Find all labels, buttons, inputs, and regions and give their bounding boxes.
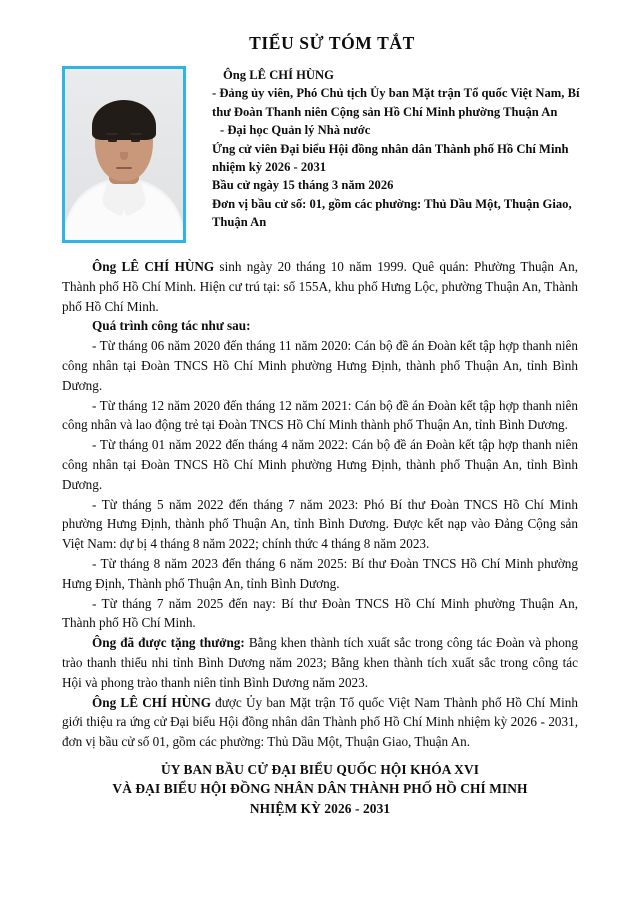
biography-intro-text: sinh ngày 20 tháng 10 năm 1999. Quê quán: Phường Thuận An, Thành phố Hồ Chí Minh. Hiện cư trú tại: số 155A, khu phố Hưng Lộc, phường Thuận An, Thành phố Hồ Chí Minh. xyxy=(62,259,578,314)
portrait-nose-shape xyxy=(120,152,128,160)
identity-details xyxy=(186,66,582,231)
candidate-header xyxy=(0,66,640,243)
authority-line-3: NHIỆM KỲ 2026 - 2031 xyxy=(249,800,391,816)
authority-line-1: ỦY BAN BẦU CỬ ĐẠI BIỂU QUỐC HỘI KHÓA XVI xyxy=(160,761,480,777)
nomination-paragraph xyxy=(62,693,578,752)
candidate-education: - Đại học Quản lý Nhà nước xyxy=(220,123,371,138)
portrait-eyebrow-left-shape xyxy=(106,133,118,135)
career-heading: Quá trình công tác như sau: xyxy=(92,318,251,334)
page-title: TIỂU SỬ TÓM TẮT xyxy=(249,33,415,53)
nomination-name: Ông LÊ CHÍ HÙNG xyxy=(92,694,211,710)
awards-paragraph xyxy=(62,633,578,692)
issuing-authority xyxy=(0,760,640,818)
career-item: - Từ tháng 06 năm 2020 đến tháng 11 năm 2020: Cán bộ đề án Đoàn kết tập hợp thanh niên công nhân tại Đoàn TNCS Hồ Chí Minh phường Hưng Định, thành phố Thuận An, tỉnh Bình Dương. xyxy=(62,338,578,393)
candidate-candidacy: Ứng cử viên Đại biểu Hội đồng nhân dân Thành phố Hồ Chí Minh nhiệm kỳ 2026 - 2031 xyxy=(212,141,569,174)
electoral-unit: Đơn vị bầu cử số: 01, gồm các phường: Thủ Dầu Một, Thuận Giao, Thuận An xyxy=(212,196,572,229)
portrait-eyebrow-right-shape xyxy=(130,133,142,135)
career-item: - Từ tháng 12 năm 2020 đến tháng 12 năm 2021: Cán bộ đề án Đoàn kết tập hợp thanh niên công nhân và lao động trẻ tại Đoàn TNCS Hồ Chí Minh thành phố Thuận An, tỉnh Bình Dương. xyxy=(62,397,578,433)
career-item: - Từ tháng 7 năm 2025 đến nay: Bí thư Đoàn TNCS Hồ Chí Minh phường Thuận An, Thành phố Hồ Chí Minh. xyxy=(62,595,578,631)
portrait-mouth-shape xyxy=(116,167,132,169)
authority-line-2: VÀ ĐẠI BIỂU HỘI ĐỒNG NHÂN DÂN THÀNH PHỐ HỒ CHÍ MINH xyxy=(112,781,528,797)
portrait-eye-right-shape xyxy=(131,139,140,142)
portrait-image xyxy=(65,69,183,240)
election-date: Bầu cử ngày 15 tháng 3 năm 2026 xyxy=(212,178,394,193)
candidate-photo xyxy=(62,66,186,243)
awards-text: Bằng khen thành tích xuất sắc trong công tác Đoàn và phong trào thanh thiếu nhi tỉnh Bình Dương năm 2023; Bằng khen thành tích xuất sắc trong công tác Hội và phong trào thanh niên tỉnh Bình Dương năm 2023. xyxy=(62,635,578,690)
candidate-position: - Đảng ủy viên, Phó Chủ tịch Ủy ban Mặt trận Tổ quốc Việt Nam, Bí thư Đoàn Thanh niên Cộng sản Hồ Chí Minh phường Thuận An xyxy=(212,86,580,119)
career-item: - Từ tháng 8 năm 2023 đến tháng 6 năm 2025: Bí thư Đoàn TNCS Hồ Chí Minh phường Hưng Định, Thành phố Thuận An, tỉnh Bình Dương. xyxy=(62,555,578,591)
biography-body xyxy=(0,257,640,752)
biography-intro-name: Ông LÊ CHÍ HÙNG xyxy=(92,259,215,274)
portrait-eye-left-shape xyxy=(108,139,117,142)
candidate-name: Ông LÊ CHÍ HÙNG xyxy=(223,68,334,82)
career-item: - Từ tháng 5 năm 2022 đến tháng 7 năm 2023: Phó Bí thư Đoàn TNCS Hồ Chí Minh phường Hưng Định, thành phố Thuận An, tỉnh Bình Dương. Được kết nạp vào Đảng Cộng sản Việt Nam: dự bị 4 tháng 8 năm 2022; chính thức 4 tháng 8 năm 2023. xyxy=(62,496,578,552)
awards-label: Ông đã được tặng thưởng: xyxy=(92,635,245,651)
nomination-text: được Ủy ban Mặt trận Tổ quốc Việt Nam Thành phố Hồ Chí Minh giới thiệu ra ứng cử Đại biểu Hội đồng nhân dân Thành phố Hồ Chí Minh nhiệm kỳ 2026 - 2031, đơn vị bầu cử số 01, gồm các phường: Thủ Dầu Một, Thuận Giao, Thuận An. xyxy=(62,694,578,750)
biography-intro-paragraph xyxy=(62,257,578,316)
portrait-hair-shape xyxy=(92,100,156,140)
career-item: - Từ tháng 01 năm 2022 đến tháng 4 năm 2022: Cán bộ đề án Đoàn kết tập hợp thanh niên công nhân tại Đoàn TNCS Hồ Chí Minh phường Hưng Định, thành phố Thuận An, tỉnh Bình Dương. xyxy=(62,437,578,492)
